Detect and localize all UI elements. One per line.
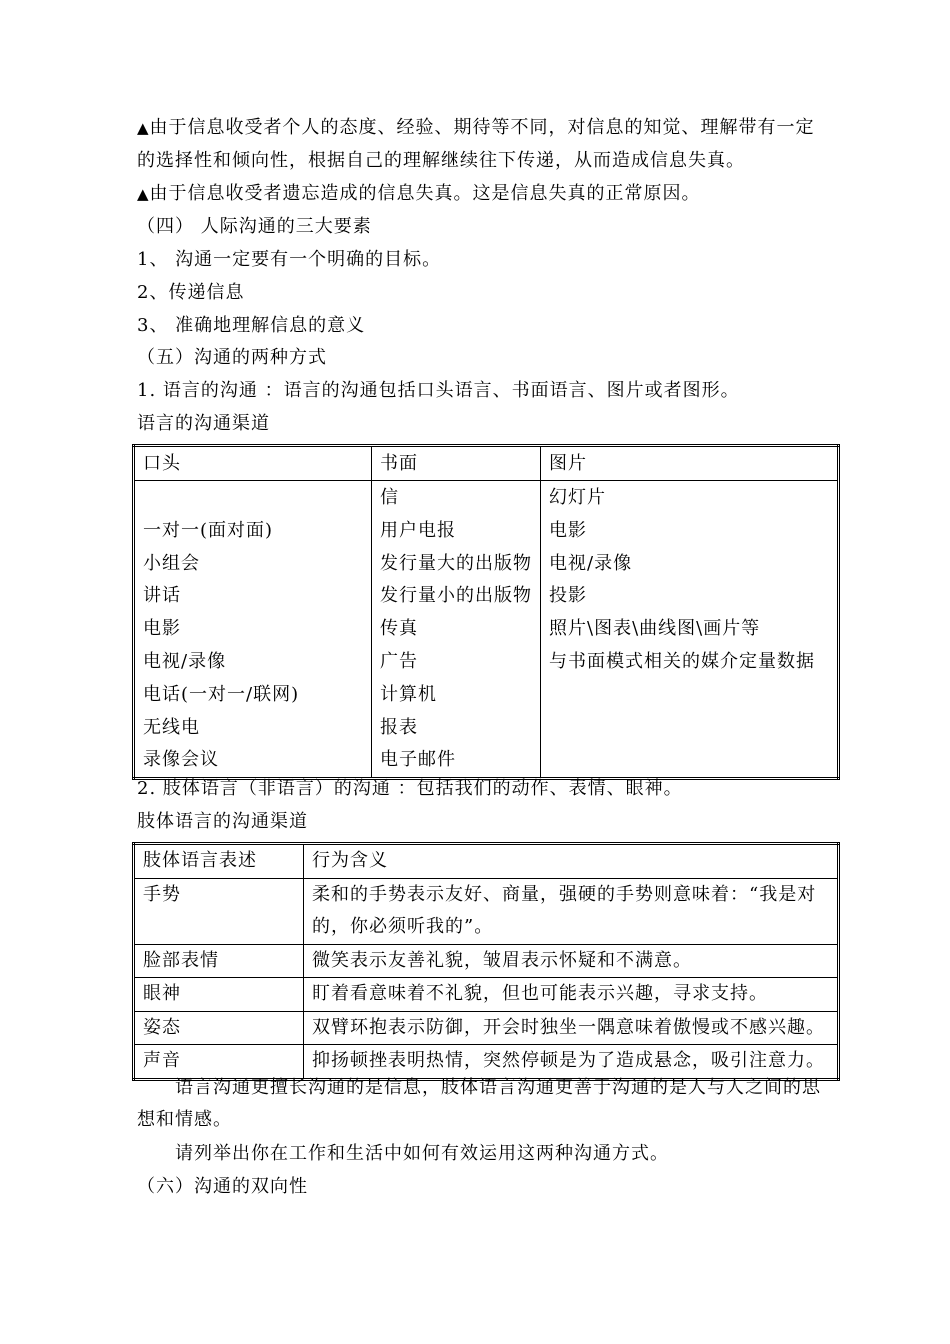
triangle-bullet-icon: ▲ [137, 119, 150, 137]
list-item: 讲话 [143, 585, 181, 607]
term-cell: 手势 [134, 878, 304, 944]
table-row [134, 1011, 839, 1045]
table-header-cell: 肢体语言表述 [134, 844, 304, 879]
term-cell: 眼神 [134, 978, 304, 1012]
exercise-prompt: 请列举出你在工作和生活中如何有效运用这两种沟通方式。 [175, 1143, 669, 1164]
list-item: 无线电 [143, 716, 200, 738]
list-item: 录像会议 [143, 749, 219, 771]
table-header-row [134, 446, 839, 481]
list-item: 发行量小的出版物 [380, 585, 532, 607]
table-row [134, 978, 839, 1012]
summary-paragraph-cont: 想和情感。 [137, 1109, 232, 1130]
summary-paragraph: 语言沟通更擅长沟通的是信息，肢体语言沟通更善于沟通的是人与人之间的思 [175, 1077, 821, 1098]
term-cell: 声音 [134, 1045, 304, 1080]
list-item: 用户电报 [380, 519, 456, 541]
table-header-cell: 行为含义 [304, 844, 839, 879]
written-channels-cell [372, 481, 541, 779]
triangle-bullet-icon: ▲ [137, 185, 150, 203]
section-heading-six: （六）沟通的双向性 [137, 1176, 308, 1197]
meaning-cell: 柔和的手势表示友好、商量，强硬的手势则意味着：“我是对 的，你必须听我的”。 [304, 878, 839, 944]
body-language-table [132, 842, 840, 1081]
list-item: 与书面模式相关的媒介定量数据 [549, 650, 815, 672]
list-item: 传真 [380, 618, 418, 640]
image-channels-cell [541, 481, 839, 779]
list-item: 电影 [549, 519, 587, 541]
meaning-cell: 盯着看意味着不礼貌，但也可能表示兴趣，寻求支持。 [304, 978, 839, 1012]
list-item-3: 3、 准确地理解信息的意义 [137, 315, 366, 336]
list-item: 电视/录像 [549, 552, 633, 574]
section-heading-four: （四） 人际沟通的三大要素 [137, 216, 372, 237]
list-item: 电视/录像 [143, 650, 227, 672]
list-item: 一对一(面对面) [143, 519, 274, 541]
list-item: 信 [380, 487, 399, 508]
list-item: 小组会 [143, 552, 200, 574]
list-item: 电子邮件 [380, 749, 456, 771]
term-cell: 姿态 [134, 1011, 304, 1045]
table-header-cell: 图片 [541, 446, 839, 481]
oral-channels-cell [134, 481, 372, 779]
table-header-cell: 书面 [372, 446, 541, 481]
table-row [134, 944, 839, 978]
list-item: 广告 [380, 650, 418, 672]
list-item: 照片\图表\曲线图\画片等 [549, 618, 761, 640]
list-item: 电话(一对一/联网) [143, 683, 300, 705]
paragraph-distortion-forgetting: ▲由于信息收受者遗忘造成的信息失真。这是信息失真的正常原因。 [137, 183, 701, 204]
paragraph-distortion-perception-cont: 的选择性和倾向性，根据自己的理解继续往下传递，从而造成信息失真。 [137, 150, 745, 171]
list-item-1: 1、 沟通一定要有一个明确的目标。 [137, 249, 442, 270]
table-header-row [134, 844, 839, 879]
list-item: 幻灯片 [549, 487, 606, 508]
paragraph-distortion-perception: ▲由于信息收受者个人的态度、经验、期待等不同，对信息的知觉、理解带有一定 [137, 117, 815, 138]
list-item: 发行量大的出版物 [380, 552, 532, 574]
verbal-table-caption: 语言的沟通渠道 [137, 413, 270, 434]
verbal-communication-text: 1. 语言的沟通 ：语言的沟通包括口头语言、书面语言、图片或者图形。 [137, 380, 740, 401]
meaning-cell: 抑扬顿挫表明热情，突然停顿是为了造成悬念，吸引注意力。 [304, 1045, 839, 1080]
body-language-text: 2. 肢体语言（非语言）的沟通 ：包括我们的动作、表情、眼神。 [137, 778, 683, 799]
list-item: 投影 [549, 585, 587, 607]
list-item: 报表 [380, 716, 418, 738]
body-table-caption: 肢体语言的沟通渠道 [137, 811, 308, 832]
list-item: 计算机 [380, 683, 437, 705]
table-row [134, 481, 839, 779]
verbal-channels-table [132, 444, 840, 780]
meaning-cell: 双臂环抱表示防御，开会时独坐一隅意味着傲慢或不感兴趣。 [304, 1011, 839, 1045]
table-row [134, 1045, 839, 1080]
term-cell: 脸部表情 [134, 944, 304, 978]
list-item-2: 2、传递信息 [137, 282, 245, 303]
list-item: 电影 [143, 618, 181, 640]
meaning-cell: 微笑表示友善礼貌，皱眉表示怀疑和不满意。 [304, 944, 839, 978]
table-row [134, 878, 839, 944]
table-header-cell: 口头 [134, 446, 372, 481]
section-heading-five: （五）沟通的两种方式 [137, 347, 327, 368]
